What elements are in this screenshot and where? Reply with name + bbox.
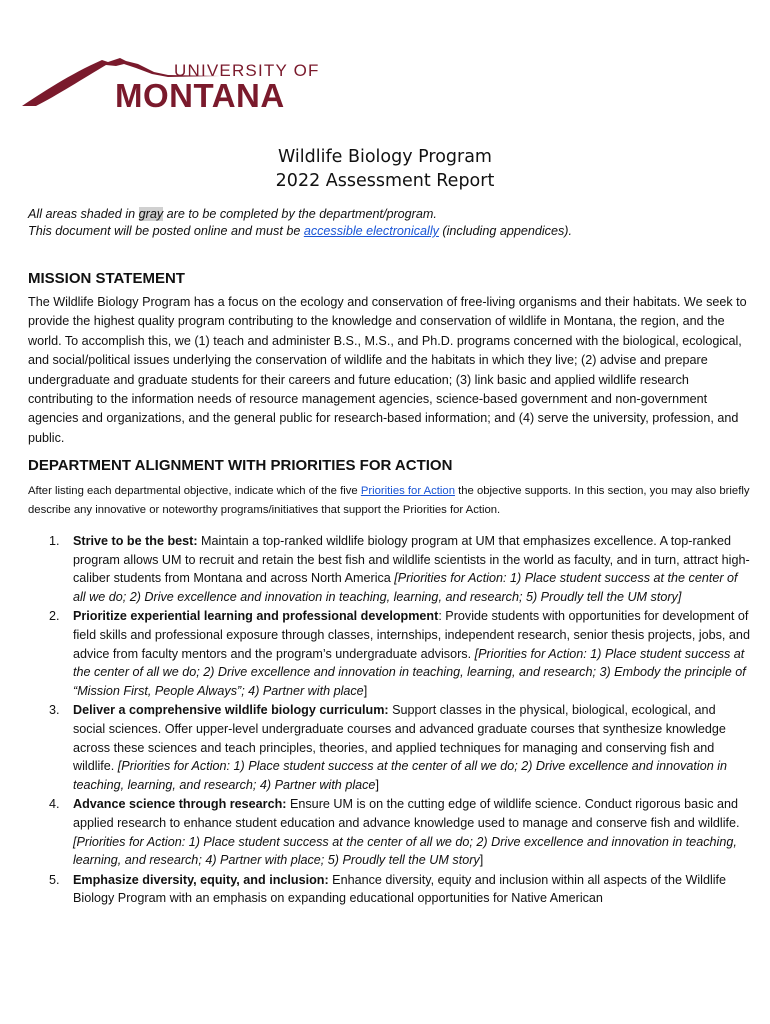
- list-item: [0, 795, 770, 869]
- item-lead: Strive to be the best:: [73, 534, 198, 548]
- alignment-intro: [28, 482, 750, 520]
- title-program: Wildlife Biology Program: [278, 147, 492, 167]
- item-number: 1.: [49, 534, 60, 548]
- gray-highlight: gray: [138, 207, 164, 221]
- item-priorities: [Priorities for Action: 1) Place student success at the center of all we do; 2) Drive excellence and innovation in teaching, learning, and research; 5) Proudly tell the UM story]: [73, 571, 738, 604]
- item-lead: Advance science through research:: [73, 797, 287, 812]
- instructions-text: are to be completed by the department/program.: [163, 207, 437, 221]
- university-of-text: UNIVERSITY OF: [174, 61, 320, 80]
- instructions-text: All areas shaded in: [28, 207, 139, 221]
- instructions-text: This document will be posted online and must be: [28, 224, 304, 238]
- item-body: Ensure UM is on the cutting edge of wildlife science. Conduct rigorous basic and applied research to enhance student education and advance knowledge used to manage and conserve fish and wildlife.: [73, 797, 740, 830]
- item-body: : Provide students with opportunities for development of field skills and professional exposure through classes, internships, independent research, senior thesis projects, jobs, and advice from faculty mentors and the program’s undergraduate advisors.: [73, 609, 750, 661]
- item-lead: Deliver a comprehensive wildlife biology curriculum:: [73, 703, 389, 718]
- instructions-text: (including appendices).: [438, 224, 572, 238]
- title-report: 2022 Assessment Report: [275, 171, 495, 191]
- item-number: 4.: [49, 797, 60, 812]
- instructions-line-1: [28, 206, 572, 223]
- item-tail: ]: [375, 777, 379, 792]
- item-body: Maintain a top-ranked wildlife biology program at UM that emphasizes excellence. A top-ranked program allows UM to recruit and retain the best fish and wildlife scientists in the world as faculty, and in turn, attract high-caliber students from Montana and across North America: [73, 534, 750, 586]
- priorities-for-action-link[interactable]: Priorities for Action: [360, 485, 455, 497]
- list-item: [0, 532, 770, 606]
- item-priorities: [Priorities for Action: 1) Place student success at the center of all we do; 2) Drive excellence and innovation in teaching, learning, and research; 3) Embody the principle of “Mission First, People Always”; 4) Partner with place: [73, 646, 746, 698]
- alignment-heading: DEPARTMENT ALIGNMENT WITH PRIORITIES FOR ACTION: [28, 457, 453, 474]
- university-logo: [22, 54, 320, 118]
- page-title: [0, 145, 770, 193]
- list-item: [0, 701, 770, 794]
- list-item: [0, 871, 770, 908]
- item-priorities: [Priorities for Action: 1) Place student success at the center of all we do; 2) Drive excellence and innovation in teaching, learning, and research; 4) Partner with place; 5) Proudly tell the UM story: [73, 834, 737, 868]
- alignment-intro-text: the objective supports. In this section, you may also briefly describe any innovative or noteworthy programs/initiatives that support the Priorities for Action.: [28, 485, 750, 516]
- list-item: [0, 607, 770, 700]
- objectives-list: [0, 532, 770, 908]
- instructions: [28, 206, 572, 240]
- mission-heading: MISSION STATEMENT: [28, 270, 185, 287]
- accessible-electronically-link[interactable]: accessible electronically: [303, 224, 439, 238]
- instructions-line-2: [28, 223, 572, 240]
- item-lead: Emphasize diversity, equity, and inclusion:: [73, 872, 329, 887]
- item-tail: ]: [363, 683, 368, 698]
- item-body: Support classes in the physical, biological, ecological, and social sciences. Offer upper-level undergraduate courses and advanced graduate courses that synthesize knowledge across these sciences and teach principles, theories, and applied techniques for managing and conserving fish and wildlife.: [73, 703, 726, 774]
- montana-text: MONTANA: [115, 77, 285, 114]
- alignment-intro-text: After listing each departmental objective, indicate which of the five: [28, 485, 361, 497]
- item-lead: Prioritize experiential learning and professional development: [73, 609, 439, 624]
- item-number: 5.: [49, 872, 60, 887]
- item-number: 2.: [49, 609, 60, 624]
- item-number: 3.: [49, 703, 60, 718]
- item-body: Enhance diversity, equity and inclusion within all aspects of the Wildlife Biology Program with an emphasis on expanding educational opportunities for Native American: [73, 872, 727, 906]
- item-priorities: [Priorities for Action: 1) Place student success at the center of all we do; 2) Drive excellence and innovation in teaching, learning, and research; 4) Partner with place: [73, 759, 728, 792]
- item-tail: ]: [479, 853, 484, 868]
- mission-body: The Wildlife Biology Program has a focus on the ecology and conservation of free-living organisms and their habitats. We seek to provide the highest quality program contributing to the knowledge and conservation of wildlife in Montana, the region, and the world. To accomplish this, we (1) teach and administer B.S., M.S., and Ph.D. programs concerned with the biological, ecological, and social/political issues underlying the conservation of wildlife and the habitats in which they live; (2) advise and prepare undergraduate and graduate students for their careers and future education; (3) link basic and applied wildlife research contributing to the information needs of resource management agencies, science-based government and non-government agencies and organizations, and the general public for research-based information; and (4) serve the university, profession, and public.: [28, 295, 747, 445]
